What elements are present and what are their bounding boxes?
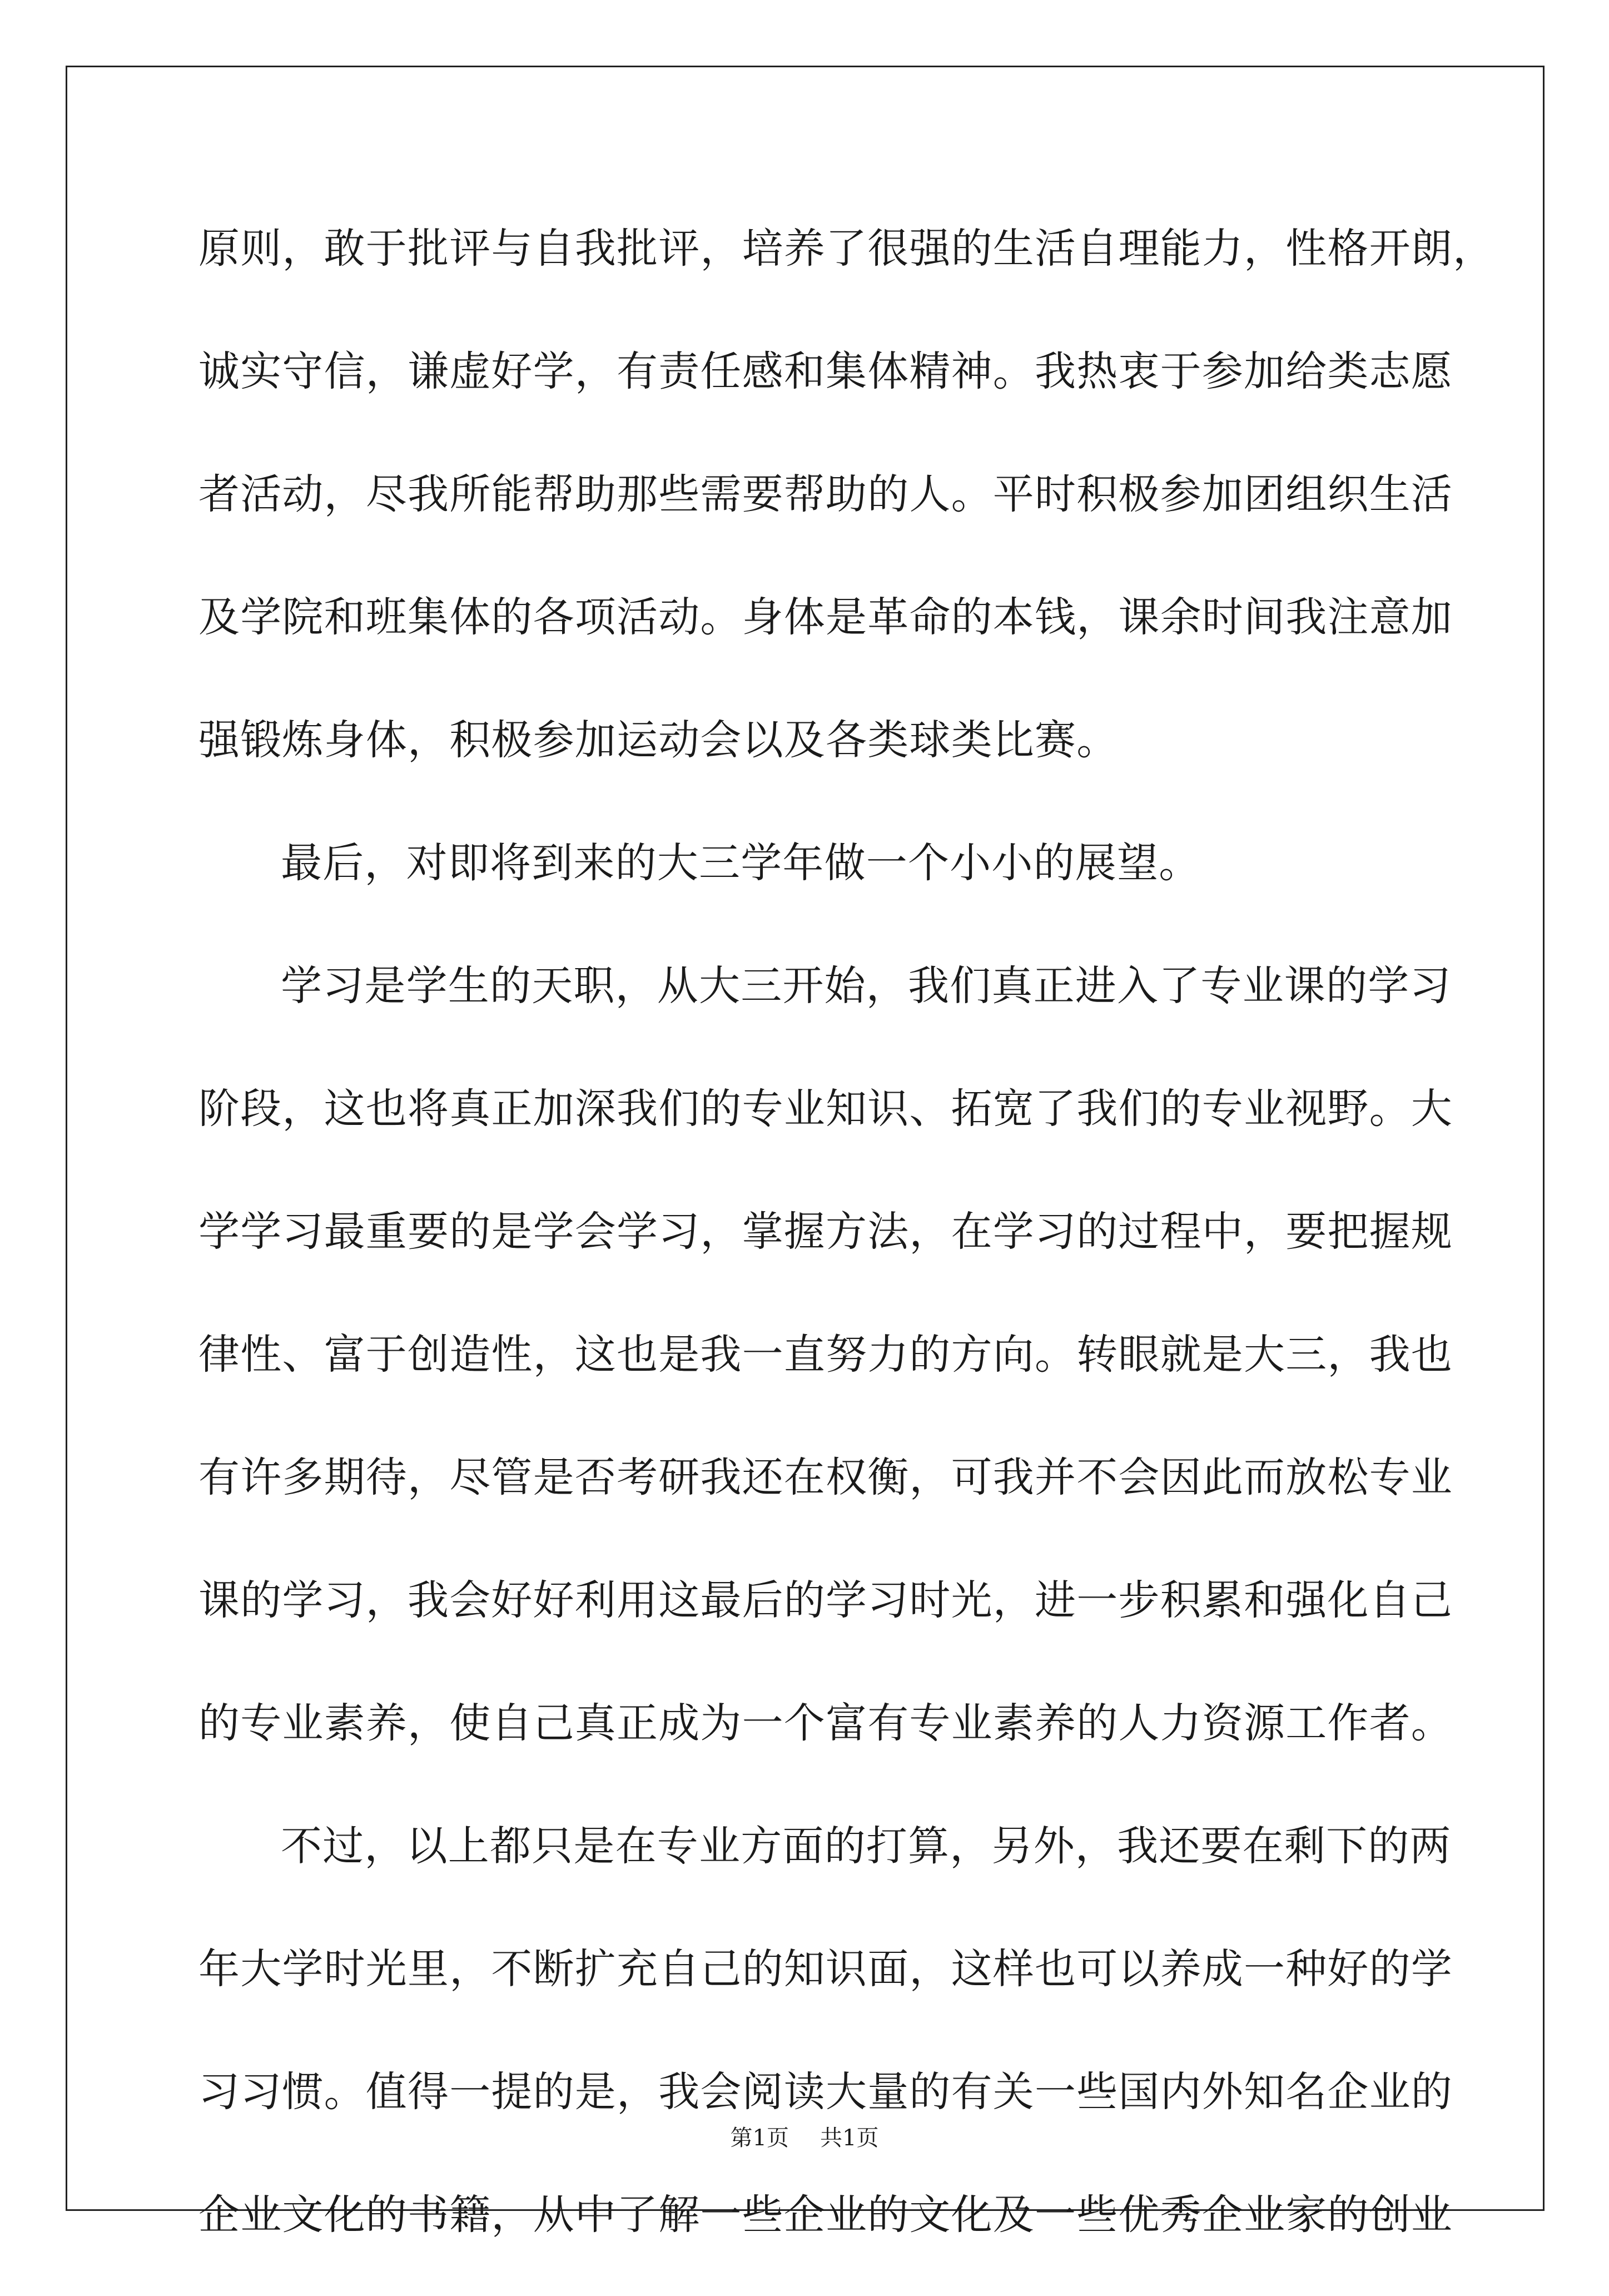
text-line: 课的学习，我会好好利用这最后的学习时光，进一步积累和强化自己 <box>198 1576 1453 1624</box>
text-line: 企业文化的书籍，从中了解一些企业的文化及一些优秀企业家的创业 <box>198 2191 1453 2239</box>
text-line: 者活动，尽我所能帮助那些需要帮助的人。平时积极参加团组织生活 <box>198 470 1453 518</box>
paragraph-start-line: 学习是学生的天职，从大三开始，我们真正进入了专业课的学习 <box>281 962 1452 1010</box>
page-number: 第1页 <box>730 2125 789 2151</box>
text-line: 习习惯。值得一提的是，我会阅读大量的有关一些国内外知名企业的 <box>198 2068 1453 2116</box>
text-line: 及学院和班集体的各项活动。身体是革命的本钱，课余时间我注意加 <box>198 593 1453 641</box>
text-line: 律性、富于创造性，这也是我一直努力的方向。转眼就是大三，我也 <box>198 1331 1453 1378</box>
paragraph-start-line: 不过，以上都只是在专业方面的打算，另外，我还要在剩下的两 <box>281 1822 1452 1870</box>
page-total: 共1页 <box>820 2125 879 2151</box>
text-line: 阶段，这也将真正加深我们的专业知识、拓宽了我们的专业视野。大 <box>198 1085 1453 1133</box>
text-line: 年大学时光里，不断扩充自己的知识面，这样也可以养成一种好的学 <box>198 1945 1453 1993</box>
paragraph-start-line: 最后，对即将到来的大三学年做一个小小的展望。 <box>281 839 1201 887</box>
text-line: 原则，敢于批评与自我批评，培养了很强的生活自理能力，性格开朗， <box>198 225 1495 272</box>
text-line: 有许多期待，尽管是否考研我还在权衡，可我并不会因此而放松专业 <box>198 1454 1453 1501</box>
text-line: 强锻炼身体，积极参加运动会以及各类球类比赛。 <box>198 716 1119 764</box>
text-line: 的专业素养，使自己真正成为一个富有专业素养的人力资源工作者。 <box>198 1699 1453 1747</box>
text-line: 学学习最重要的是学会学习，掌握方法，在学习的过程中，要把握规 <box>198 1208 1453 1256</box>
page-footer <box>0 2121 1609 2155</box>
document-body <box>198 207 1495 2296</box>
text-line: 诚实守信，谦虚好学，有责任感和集体精神。我热衷于参加给类志愿 <box>198 348 1453 395</box>
